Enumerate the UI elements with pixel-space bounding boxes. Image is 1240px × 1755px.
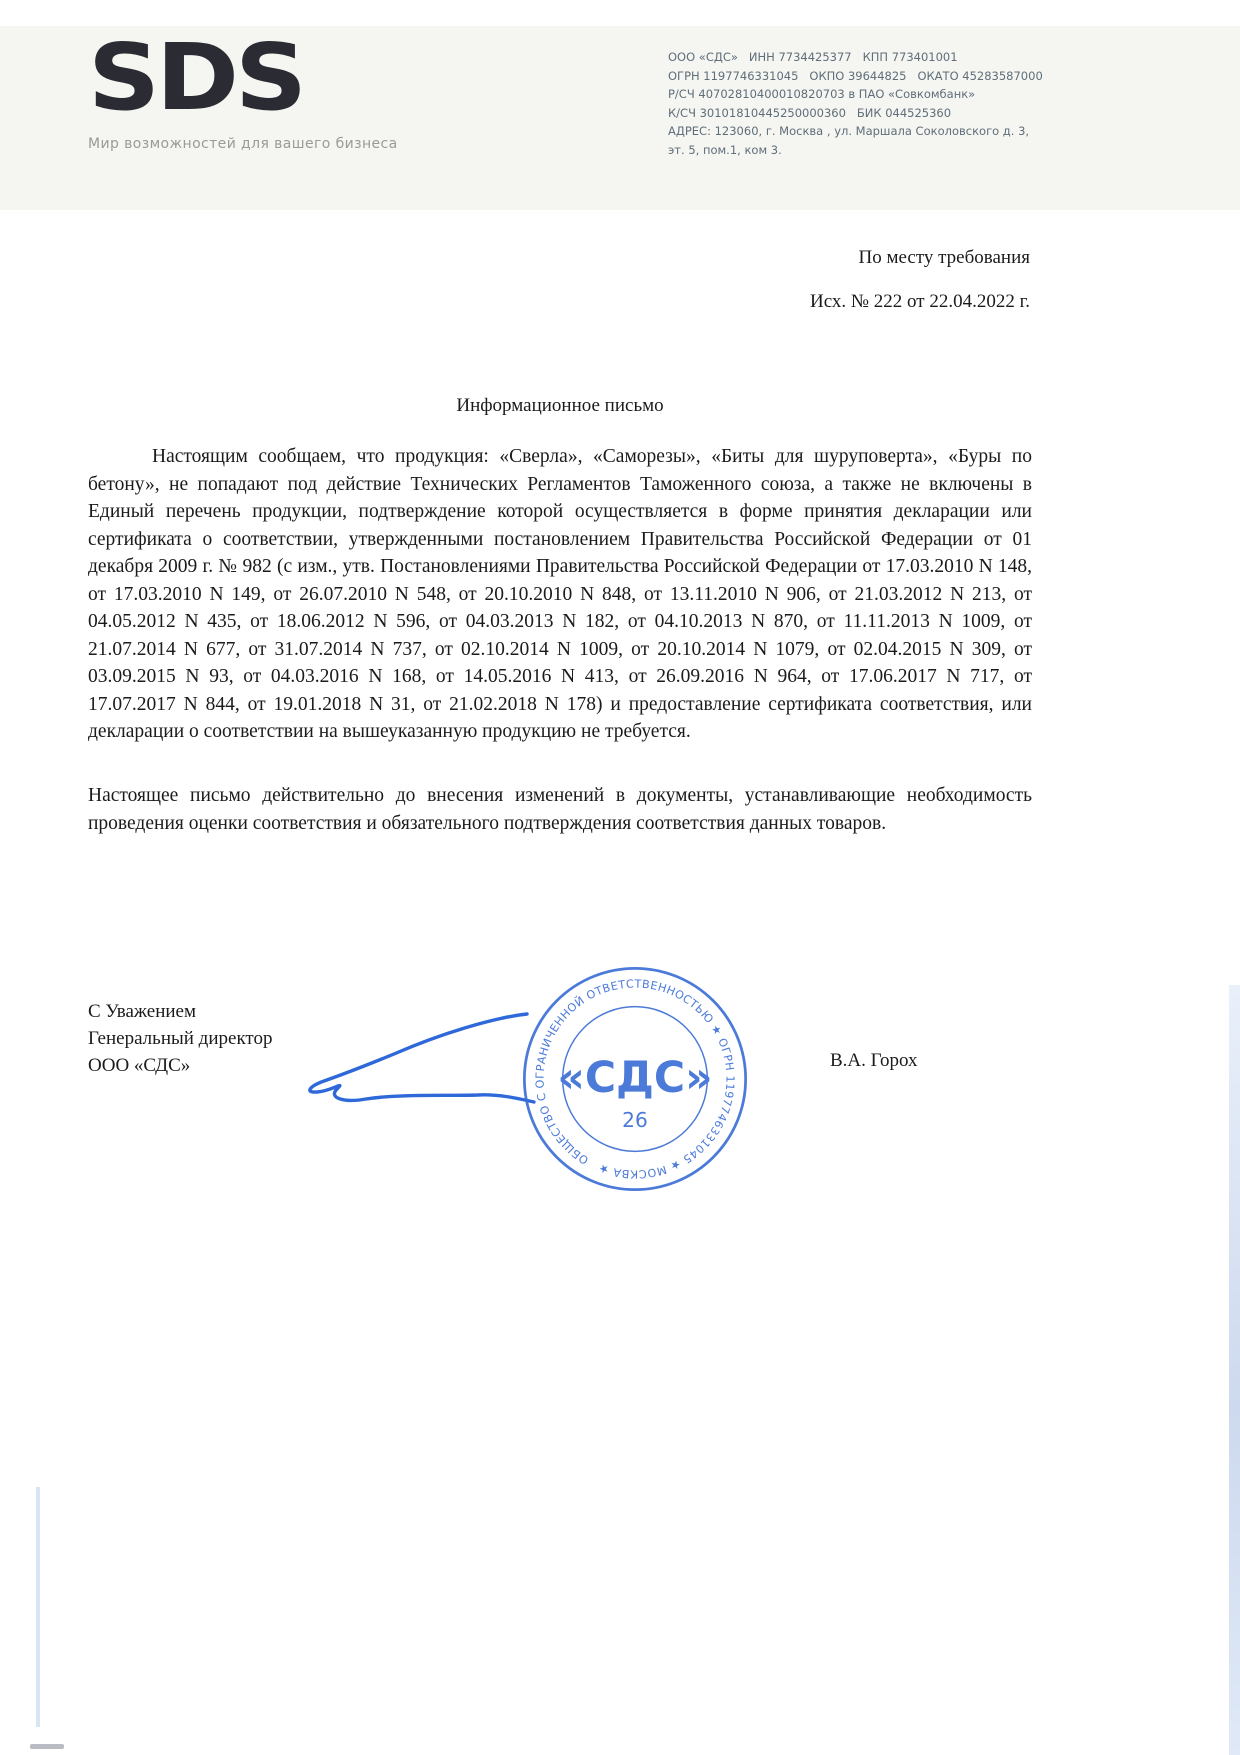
requisites-line-2: ОГРН 1197746331045 ОКПО 39644825 ОКАТО 45283587000 xyxy=(668,68,1043,83)
director-name: В.А. Горох xyxy=(830,1050,918,1071)
requisites-line-3: Р/СЧ 40702810400010820703 в ПАО «Совкомбанк» xyxy=(668,87,976,101)
stamp-number: 26 xyxy=(622,1107,648,1132)
body-paragraph-2: Настоящее письмо действительно до внесения изменений в документы, устанавливающие необходимость проведения оценки соответствия и обязательного подтверждения соответствия данных товаров. xyxy=(88,785,1032,834)
signature-company: ООО «СДС» xyxy=(88,1055,191,1076)
scan-artifact-left-line xyxy=(36,1487,40,1727)
company-logo xyxy=(88,23,398,152)
outgoing-ref-line: Исх. № 222 от 22.04.2022 г. xyxy=(810,291,1030,312)
logo-tagline: Мир возможностей для вашего бизнеса xyxy=(88,136,398,152)
stamp-ring-text: ОБЩЕСТВО С ОГРАНИЧЕННОЙ ОТВЕТСТВЕННОСТЬЮ ★ ОГРН 1197746331045 ★ МОСКВА ★ xyxy=(533,977,737,1181)
scan-artifact-right-strip xyxy=(1229,985,1240,1755)
requisites-line-6: эт. 5, пом.1, ком 3. xyxy=(668,142,782,157)
signature-position: Генеральный директор xyxy=(88,1028,273,1049)
body-paragraph-1: Настоящим сообщаем, что продукция: «Сверла», «Саморезы», «Биты для шуруповерта», «Буры по бетону», не попадают под действие Технических Регламентов Таможенного союза, а также не включены в Единый перечень продукции, подтверждение которой осуществляется в форме принятия декларации или сертификата о соответствии, утвержденными постановлением Правительства Российской Федерации от 01 декабря 2009 г. № 982 (с изм., утв. Постановлениями Правительства Российской Федерации от 17.03.2010 N 148, от 17.03.2010 N 149, от 26.07.2010 N 548, от 20.10.2010 N 848, от 13.11.2010 N 906, от 21.03.2012 N 213, от 04.05.2012 N 435, от 18.06.2012 N 596, от 04.03.2013 N 182, от 04.10.2013 N 870, от 11.11.2013 N 1009, от 21.07.2014 N 677, от 31.07.2014 N 737, от 02.10.2014 N 1009, от 20.10.2014 N 1079, от 02.04.2015 N 309, от 03.09.2015 N 93, от 04.03.2016 N 168, от 14.05.2016 N 413, от 26.09.2016 N 964, от 17.06.2017 N 717, от 17.07.2017 N 844, от 19.01.2018 N 31, от 21.02.2018 N 178) и предоставление сертификата соответствия, или декларации о соответствии на вышеуказанную продукцию не требуется. xyxy=(88,446,1032,742)
signature-regards: С Уважением xyxy=(88,1001,196,1022)
requisites-line-1: ООО «СДС» ИНН 7734425377 КПП 773401001 xyxy=(668,50,958,64)
requisites-line-4: К/СЧ 30101810445250000360 БИК 044525360 xyxy=(668,105,952,120)
requisites-line-5: АДРЕС: 123060, г. Москва , ул. Маршала Соколовского д. 3, xyxy=(668,124,1030,138)
recipient-line: По месту требования xyxy=(858,247,1030,268)
logo-sds-text: SDS xyxy=(88,23,304,132)
document-title: Информационное письмо xyxy=(456,395,664,416)
signature-block xyxy=(88,998,272,1079)
scan-artifact-corner-mark xyxy=(30,1744,64,1749)
stamp-center-text: «СДС» xyxy=(557,1053,713,1103)
signature-stroke xyxy=(310,1014,534,1102)
company-stamp xyxy=(518,962,752,1196)
company-requisites xyxy=(668,48,1043,159)
